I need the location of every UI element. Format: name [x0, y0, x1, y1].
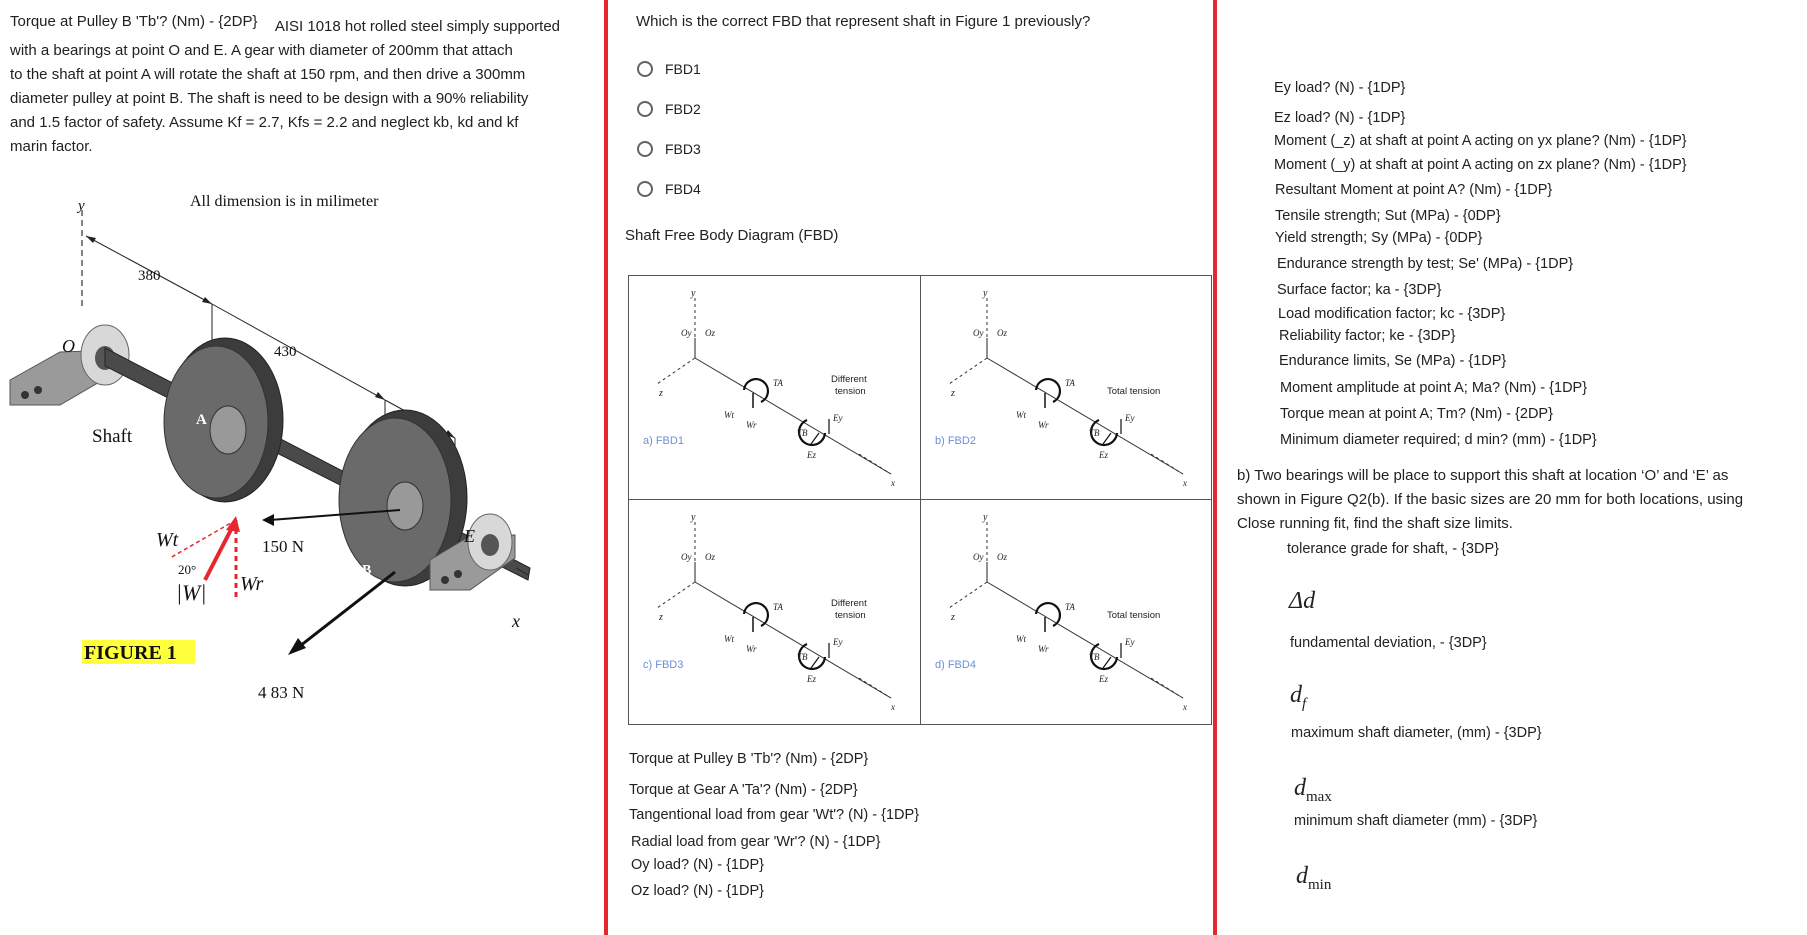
fbd-tb-label: TB [1089, 652, 1100, 662]
fbd-ez-arrow [811, 657, 819, 668]
fbd-y-label: y [691, 288, 696, 299]
fbd-cell-1 [629, 276, 921, 500]
question-se: Endurance limits, Se (MPa) - {1DP} [1279, 353, 1507, 369]
question-min-diameter: minimum shaft diameter (mm) - {3DP} [1294, 813, 1538, 829]
option-fbd4[interactable] [637, 177, 701, 201]
angle-label: 20° [178, 562, 197, 577]
fbd-oy-label: Oy [973, 552, 984, 562]
question-tm: Torque mean at point A; Tm? (Nm) - {2DP} [1280, 406, 1553, 422]
figure-caption: FIGURE 1 [84, 642, 177, 664]
fbd-z-label: z [659, 388, 663, 399]
fbd-ey-label: Ey [833, 413, 843, 423]
problem-line-3: to the shaft at point A will rotate the shaft at 150 rpm, and then drive a 300mm [10, 66, 526, 83]
point-a-label: A [196, 412, 207, 428]
fbd-panel-label: a) FBD1 [643, 435, 684, 447]
radio-button[interactable] [637, 141, 653, 157]
fbd-wr-label: Wr [746, 420, 757, 430]
symbol-base: d [1296, 863, 1308, 889]
symbol-sub: min [1308, 876, 1332, 893]
question-sy: Yield strength; Sy (MPa) - {0DP} [1275, 230, 1483, 246]
fbd-panel-label: b) FBD2 [935, 435, 976, 447]
fbd-wt-label: Wt [724, 410, 734, 420]
arrow-head [288, 638, 306, 655]
fbd-cell-2 [921, 276, 1213, 500]
left-divider [604, 0, 608, 935]
question-kc: Load modification factor; kc - {3DP} [1278, 306, 1506, 322]
arrow-head [262, 514, 274, 526]
fbd-ez-label: Ez [1099, 674, 1108, 684]
radio-button[interactable] [637, 61, 653, 77]
shaft-label: Shaft [92, 426, 133, 447]
fbd-ez-label: Ez [1099, 450, 1108, 460]
question-oz: Oz load? (N) - {1DP} [631, 883, 764, 899]
fbd-wt-label: Wt [1016, 634, 1026, 644]
fbd-ta-label: TA [1065, 602, 1075, 612]
fbd-panel-label: c) FBD3 [643, 659, 684, 671]
question-resultant-moment: Resultant Moment at point A? (Nm) - {1DP} [1275, 182, 1553, 198]
fbd-oz-label: Oz [705, 328, 716, 338]
figure-1-shaft-drawing [0, 180, 600, 720]
option-label: FBD4 [665, 181, 701, 197]
resultant-w-label: |W| [176, 580, 207, 605]
fbd-x-label: x [891, 478, 895, 488]
fbd-wt-label: Wt [724, 634, 734, 644]
dim-arrow [86, 236, 96, 243]
part-b-line-1: b) Two bearings will be place to support this shaft at location ‘O’ and ‘E’ as [1237, 467, 1729, 484]
problem-line-0 [10, 10, 610, 34]
option-label: FBD2 [665, 101, 701, 117]
question-ke: Reliability factor; ke - {3DP} [1279, 328, 1456, 344]
fbd-y-label: y [983, 512, 988, 523]
symbol-sub: f [1302, 695, 1307, 712]
fbd-diagram [921, 276, 1213, 500]
question-sut: Tensile strength; Sut (MPa) - {0DP} [1275, 208, 1501, 224]
fbd-tension-label: Different [831, 374, 867, 385]
fbd-ta-moment [744, 603, 768, 626]
question-tolerance-grade: tolerance grade for shaft, - {3DP} [1287, 541, 1499, 557]
fbd-section-title: Shaft Free Body Diagram (FBD) [625, 227, 839, 244]
question-ez: Ez load? (N) - {1DP} [1274, 110, 1406, 126]
fbd-ta-moment [1036, 603, 1060, 626]
fbd-z-axis [657, 582, 695, 608]
option-fbd2[interactable] [637, 97, 701, 121]
radio-button[interactable] [637, 101, 653, 117]
fbd-oz-label: Oz [997, 328, 1008, 338]
fbd-ey-label: Ey [1125, 637, 1135, 647]
dim-arrow [375, 392, 385, 400]
problem-line-1: AISI 1018 hot rolled steel simply supported [274, 18, 561, 35]
fbd-tension-label: tension [835, 386, 866, 397]
fbd-wt-label: Wt [1016, 410, 1026, 420]
problem-line-2: with a bearings at point O and E. A gear with diameter of 200mm that attach [10, 42, 513, 59]
fbd-oz-label: Oz [705, 552, 716, 562]
force-483n-arrow [300, 572, 395, 646]
fbd-oz-label: Oz [997, 552, 1008, 562]
problem-line-6: marin factor. [10, 138, 93, 155]
point-b-label: B [362, 563, 372, 578]
x-axis-label: x [512, 611, 520, 631]
question-moment-z: Moment (_z) at shaft at point A acting on yx plane? (Nm) - {1DP} [1274, 133, 1687, 149]
fbd-wr-label: Wr [746, 644, 757, 654]
question-tb: Torque at Pulley B 'Tb'? (Nm) - {2DP} [629, 751, 869, 767]
point-e-label: E [464, 526, 475, 546]
fbd-cell-4 [921, 500, 1213, 724]
part-b-line-2: shown in Figure Q2(b). If the basic sizes are 20 mm for both locations, using [1237, 491, 1744, 508]
fbd-ta-moment [744, 379, 768, 402]
question-fundamental-deviation: fundamental deviation, - {3DP} [1290, 635, 1487, 651]
fbd-ta-label: TA [1065, 378, 1075, 388]
fbd-tb-label: TB [797, 652, 808, 662]
wr-label: Wr [240, 573, 264, 595]
fbd-y-label: y [691, 512, 696, 523]
fbd-oy-label: Oy [973, 328, 984, 338]
fbd-diagram [629, 500, 921, 724]
point-o-label: O [62, 336, 75, 356]
fbd-x-axis [1151, 678, 1183, 698]
question-wr: Radial load from gear 'Wr'? (N) - {1DP} [631, 834, 881, 850]
fbd-x-label: x [891, 702, 895, 712]
fbd-x-axis [859, 454, 891, 474]
fbd-ta-label: TA [773, 378, 783, 388]
fbd-oy-label: Oy [681, 328, 692, 338]
dimension-note: All dimension is in milimeter [190, 193, 379, 210]
fbd-z-label: z [951, 388, 955, 399]
fbd-z-axis [949, 582, 987, 608]
question-ta: Torque at Gear A 'Ta'? (Nm) - {2DP} [629, 782, 858, 798]
symbol-delta-d: Δd [1289, 588, 1316, 614]
fbd-tb-label: TB [1089, 428, 1100, 438]
symbol-dmin [1296, 863, 1331, 894]
question-ma: Moment amplitude at point A; Ma? (Nm) - {1DP} [1280, 380, 1588, 396]
fbd-tension-label: tension [835, 610, 866, 621]
dim-arrow [202, 297, 212, 304]
fbd-ey-label: Ey [1125, 413, 1135, 423]
symbol-df [1290, 682, 1306, 713]
fbd-diagram [629, 276, 921, 500]
option-label: FBD3 [665, 141, 701, 157]
fbd-tb-label: TB [797, 428, 808, 438]
question-wt: Tangentional load from gear 'Wt'? (N) - {1DP} [629, 807, 920, 823]
fbd-ez-arrow [1103, 657, 1111, 668]
part-b-line-3: Close running fit, find the shaft size limits. [1237, 515, 1513, 532]
question-se-prime: Endurance strength by test; Se' (MPa) - {1DP} [1277, 256, 1574, 272]
force-150n-label: 150 N [262, 537, 305, 556]
question-oy: Oy load? (N) - {1DP} [631, 857, 764, 873]
fbd-tension-label: Different [831, 598, 867, 609]
fbd-wr-label: Wr [1038, 420, 1049, 430]
question-ey: Ey load? (N) - {1DP} [1274, 80, 1406, 96]
fbd-grid [628, 275, 1212, 725]
fbd-x-axis [859, 678, 891, 698]
y-axis-label: y [78, 198, 85, 214]
symbol-sub: max [1306, 788, 1332, 805]
problem-line-5: and 1.5 factor of safety. Assume Kf = 2.7, Kfs = 2.2 and neglect kb, kd and kf [10, 114, 519, 131]
mcq-question: Which is the correct FBD that represent shaft in Figure 1 previously? [636, 13, 1091, 30]
right-divider [1213, 0, 1217, 935]
fbd-tension-label: Total tension [1107, 386, 1161, 397]
fbd-ey-label: Ey [833, 637, 843, 647]
dimension-380: 380 [138, 268, 161, 284]
fbd-panel-label: d) FBD4 [935, 659, 976, 671]
problem-header: Torque at Pulley B 'Tb'? (Nm) - {2DP} [10, 13, 258, 30]
symbol-dmax [1294, 775, 1332, 806]
wt-label: Wt [156, 529, 179, 551]
question-moment-y: Moment (_y) at shaft at point A acting on zx plane? (Nm) - {1DP} [1274, 157, 1687, 173]
symbol-base: d [1290, 682, 1302, 708]
symbol-base: d [1294, 775, 1306, 801]
fbd-ez-arrow [811, 433, 819, 444]
fbd-y-label: y [983, 288, 988, 299]
fbd-x-label: x [1183, 478, 1187, 488]
problem-statement [10, 10, 610, 159]
fbd-ta-label: TA [773, 602, 783, 612]
fbd-x-label: x [1183, 702, 1187, 712]
question-max-diameter: maximum shaft diameter, (mm) - {3DP} [1291, 725, 1542, 741]
fbd-oy-label: Oy [681, 552, 692, 562]
question-dmin: Minimum diameter required; d min? (mm) - {1DP} [1280, 432, 1597, 448]
option-fbd1[interactable] [637, 57, 701, 81]
fbd-tension-label: Total tension [1107, 610, 1161, 621]
force-483n-label: 4 83 N [258, 683, 305, 702]
fbd-z-label: z [951, 612, 955, 623]
fbd-ez-arrow [1103, 433, 1111, 444]
dimension-430: 430 [274, 344, 297, 360]
gear-a [164, 338, 283, 502]
fbd-ez-label: Ez [807, 674, 816, 684]
radio-button[interactable] [637, 181, 653, 197]
option-label: FBD1 [665, 61, 701, 77]
fbd-wr-label: Wr [1038, 644, 1049, 654]
fbd-ta-moment [1036, 379, 1060, 402]
problem-line-4: diameter pulley at point B. The shaft is need to be design with a 90% reliability [10, 90, 529, 107]
fbd-ez-label: Ez [807, 450, 816, 460]
fbd-cell-3 [629, 500, 921, 724]
fbd-diagram [921, 500, 1213, 724]
option-fbd3[interactable] [637, 137, 701, 161]
fbd-x-axis [1151, 454, 1183, 474]
fbd-z-axis [949, 358, 987, 384]
question-ka: Surface factor; ka - {3DP} [1277, 282, 1442, 298]
fbd-z-label: z [659, 612, 663, 623]
fbd-z-axis [657, 358, 695, 384]
